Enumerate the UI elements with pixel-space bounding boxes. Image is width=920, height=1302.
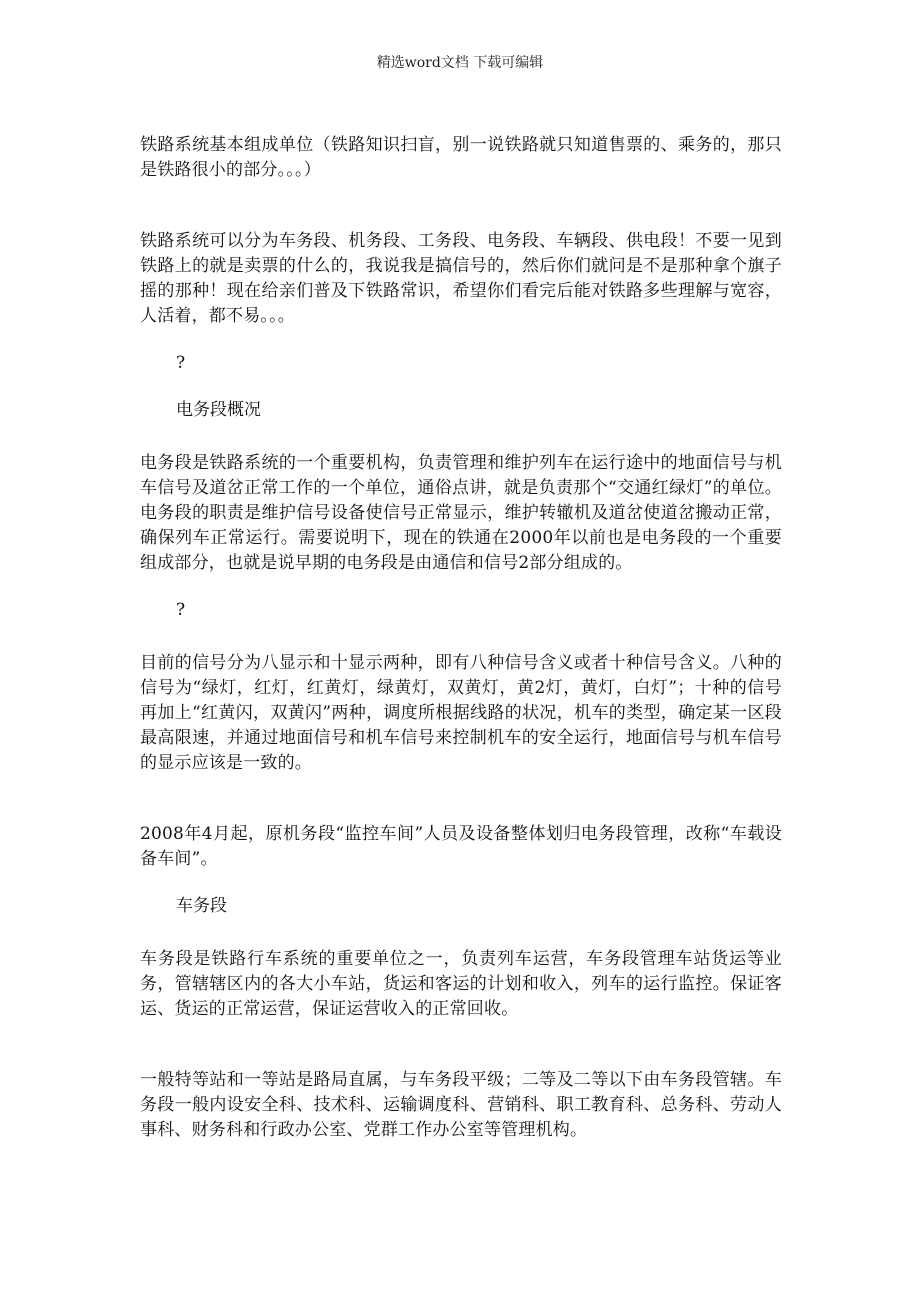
paragraph-title: 铁路系统基本组成单位（铁路知识扫盲，别一说铁路就只知道售票的、乘务的，那只是铁路很小的部分。。。）: [140, 135, 782, 180]
paragraph-intro: 铁路系统可以分为车务段、机务段、工务段、电务段、车辆段、供电段！不要一见到铁路上的就是卖票的什么的，我说我是搞信号的，然后你们就问是不是那种拿个旗子摇的那种！现在给亲们普及下铁路常识，希望你们看完后能对铁路多些理解与宽容，人活着，都不易。。。: [140, 231, 782, 326]
page-header: 精选word文档 下载可编辑: [376, 55, 544, 71]
paragraph-stations: 一般特等站和一等站是路局直属，与车务段平级；二等及二等以下由车务段管辖。车务段一般内设安全科、技术科、运输调度科、营销科、职工教育科、总务科、劳动人事科、财务科和行政办公室、党群工作办公室等管理机构。: [140, 1070, 782, 1140]
paragraph-2008: 2008年4月起，原机务段“监控车间”人员及设备整体划归电务段管理，改称“车载设备车间”。: [140, 824, 782, 869]
section-heading-dianwuduan: 电务段概况: [176, 400, 261, 420]
paragraph-chewuduan: 车务段是铁路行车系统的重要单位之一，负责列车运营，车务段管理车站货运等业务，管辖辖区内的各大小车站，货运和客运的计划和收入，列车的运行监控。保证客运、货运的正常运营，保证运营收入的正常回收。: [140, 949, 782, 1019]
question-mark-1: ?: [176, 353, 186, 373]
paragraph-signals: 目前的信号分为八显示和十显示两种，即有八种信号含义或者十种信号含义。八种的信号为“绿灯，红灯，红黄灯，绿黄灯，双黄灯，黄2灯，黄灯，白灯”；十种的信号再加上“红黄闪，双黄闪”两种，调度所根据线路的状况，机车的类型，确定某一区段最高限速，并通过地面信号和机车信号来控制机车的安全运行，地面信号与机车信号的显示应该是一致的。: [140, 653, 782, 773]
question-mark-2: ?: [176, 600, 186, 620]
section-heading-chewuduan: 车务段: [176, 896, 227, 916]
document-body: [140, 133, 782, 1143]
paragraph-dianwuduan: 电务段是铁路系统的一个重要机构，负责管理和维护列车在运行途中的地面信号与机车信号及道岔正常工作的一个单位，通俗点讲，就是负责那个“交通红绿灯”的单位。电务段的职责是维护信号设备使信号正常显示，维护转辙机及道岔使道岔搬动正常，确保列车正常运行。需要说明下，现在的铁通在2000年以前也是电务段的一个重要组成部分，也就是说早期的电务段是由通信和信号2部分组成的。: [140, 453, 782, 573]
